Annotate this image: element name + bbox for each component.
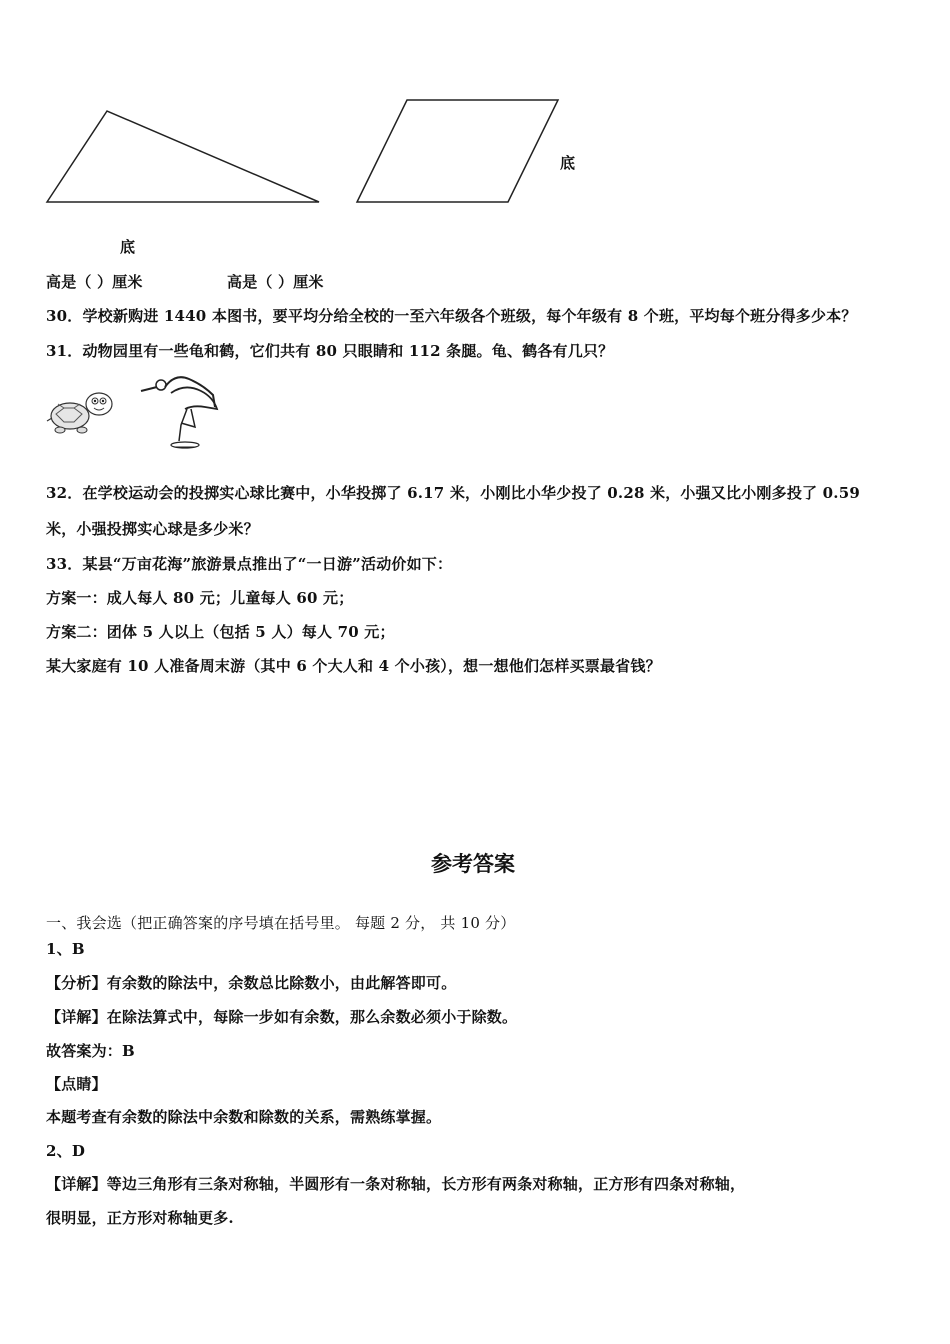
answer-2: 2、D [46,1142,86,1160]
question-32-line1: 32．在学校运动会的投掷实心球比赛中，小华投掷了 6.17 米，小刚比小华少投了 0.28 米，小强又比小刚多投了 0.59 [46,484,860,502]
parallelogram-shape [357,100,558,202]
parallelogram-base-label: 底 [560,154,576,172]
triangle-base-label: 底 [120,238,136,256]
answer-1-analysis: 【分析】有余数的除法中，余数总比除数小，由此解答即可。 [46,974,457,992]
turtle-illustration [44,380,124,440]
question-32-line2: 米，小强投掷实心球是多少米？ [46,520,259,538]
question-30: 30．学校新购进 1440 本图书，要平均分给全校的一至六年级各个班级，每个年级有 8 个班，平均每个班分得多少本？ [46,307,857,325]
triangle-figure [0,0,950,260]
answer-2-detail: 【详解】等边三角形有三条对称轴，半圆形有一条对称轴，长方形有两条对称轴，正方形有四条对称轴， [46,1175,746,1193]
question-31: 31．动物园里有一些龟和鹤，它们共有 80 只眼睛和 112 条腿。龟、鹤各有几只？ [46,342,614,360]
question-33-line4: 某大家庭有 10 人准备周末游（其中 6 个大人和 4 个小孩），想一想他们怎样买票最省钱？ [46,657,661,675]
answer-1: 1、B [46,940,85,958]
question-33-line2: 方案一：成人每人 80 元；儿童每人 60 元； [46,589,354,607]
answer-2-detail-2: 很明显，正方形对称轴更多. [46,1209,234,1227]
question-33-line3: 方案二：团体 5 人以上（包括 5 人）每人 70 元； [46,623,395,641]
crane-illustration [135,367,225,452]
triangle-shape [47,111,319,202]
answer-1-point: 本题考查有余数的除法中余数和除数的关系，需熟练掌握。 [46,1108,442,1126]
answer-1-result: 故答案为：B [46,1042,135,1060]
answers-section-1: 一、我会选（把正确答案的序号填在括号里。 每题 2 分， 共 10 分） [46,914,516,932]
parallelogram-height-label: 高是（ ）厘米 [227,273,324,291]
answer-1-detail: 【详解】在除法算式中，每除一步如有余数，那么余数必须小于除数。 [46,1008,518,1026]
answers-title: 参考答案 [431,852,515,876]
triangle-height-label: 高是（ ）厘米 [46,273,143,291]
answer-1-point-label: 【点睛】 [46,1075,107,1093]
question-33-line1: 33．某县“万亩花海”旅游景点推出了“一日游”活动价如下： [46,555,453,573]
